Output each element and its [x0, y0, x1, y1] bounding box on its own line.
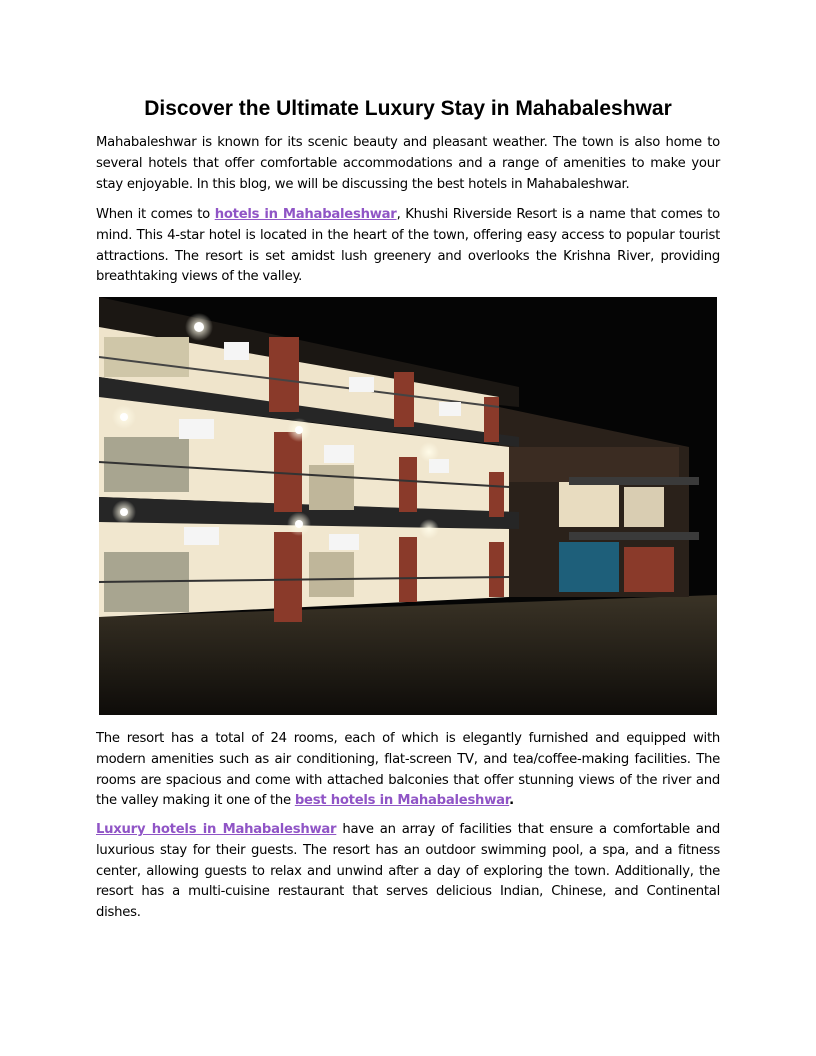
page-title: Discover the Ultimate Luxury Stay in Mahabaleshwar [144, 97, 672, 120]
luxury-hotels-link[interactable]: Luxury hotels in Mahabaleshwar [96, 822, 337, 837]
paragraph-text: When it comes to [96, 207, 215, 222]
paragraph-rooms [96, 729, 720, 812]
intro-paragraph: Mahabaleshwar is known for its scenic beauty and pleasant weather. The town is also home to several hotels that offer comfortable accommodations and a range of amenities to make your stay enjoyable. In this blog, we will be discussing the best hotels in Mahabaleshwar. [96, 135, 720, 192]
paragraph-text: have an array of facilities that ensure a comfortable and luxurious stay for their guests. The resort has an outdoor swimming pool, a spa, and a fitness center, allowing guests to relax and unwind after a day of exploring the town. Additionally, the resort has a multi-cuisine restaurant that serves delicious Indian, Chinese, and Continental dishes. [96, 822, 720, 921]
hotel-night-photo-icon [99, 297, 717, 715]
paragraph-text: The resort has a total of 24 rooms, each of which is elegantly furnished and equipped with modern amenities such as air conditioning, flat-screen TV, and tea/coffee-making facilities. The rooms are spacious and come with attached balconies that offer stunning views of the river and the valley making it one of the [96, 731, 720, 809]
paragraph-facilities [96, 820, 720, 924]
paragraph-khushi-resort [96, 205, 720, 288]
paragraph-text: , Khushi Riverside Resort is a name that comes to mind. This 4-star hotel is located in the heart of the town, offering easy access to popular tourist attractions. The resort is set amidst lush greenery and overlooks the Krishna River, providing breathtaking views of the valley. [96, 207, 720, 285]
best-hotels-link[interactable]: best hotels in Mahabaleshwar [294, 793, 510, 809]
hotel-night-photo [99, 297, 717, 715]
paragraph-text: . [509, 793, 514, 809]
hotels-in-mahabaleshwar-link[interactable]: hotels in Mahabaleshwar [214, 207, 397, 222]
